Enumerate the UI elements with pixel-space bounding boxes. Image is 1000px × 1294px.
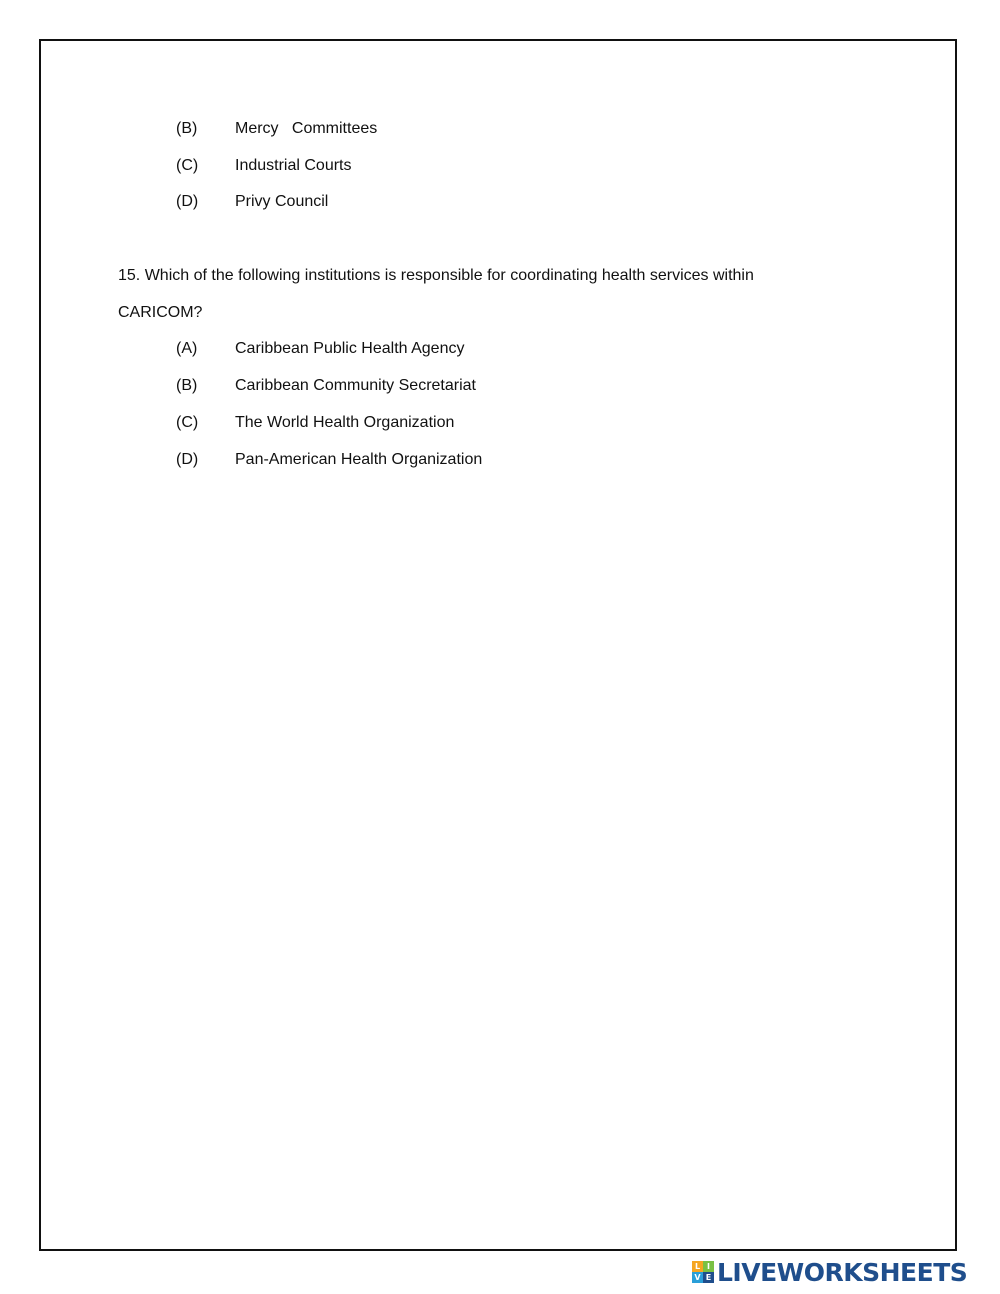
liveworksheets-logo-icon bbox=[692, 1261, 714, 1283]
q15-option-text-a: Caribbean Public Health Agency bbox=[235, 340, 465, 357]
liveworksheets-brand[interactable] bbox=[692, 1258, 967, 1286]
option-letter-c: (C) bbox=[176, 157, 199, 174]
brand-text: LIVEWORKSHEETS bbox=[717, 1257, 968, 1287]
logo-cell-i: I bbox=[703, 1261, 714, 1272]
option-letter-b: (B) bbox=[176, 120, 198, 137]
logo-cell-e: E bbox=[703, 1272, 714, 1283]
logo-cell-l: L bbox=[692, 1261, 703, 1272]
page-frame bbox=[39, 39, 957, 1251]
option-letter-d: (D) bbox=[176, 193, 199, 210]
option-text-b: Mercy Committees bbox=[235, 120, 378, 137]
question-15-text-line1: 15. Which of the following institutions is responsible for coordinating health services within bbox=[118, 267, 754, 284]
option-text-d: Privy Council bbox=[235, 193, 329, 210]
question-15-text-line2: CARICOM? bbox=[118, 304, 203, 321]
q15-option-letter-d: (D) bbox=[176, 451, 199, 468]
q15-option-text-d: Pan-American Health Organization bbox=[235, 451, 483, 468]
logo-cell-v: V bbox=[692, 1272, 703, 1283]
q15-option-letter-b: (B) bbox=[176, 377, 198, 394]
q15-option-letter-c: (C) bbox=[176, 414, 199, 431]
q15-option-text-c: The World Health Organization bbox=[235, 414, 455, 431]
option-text-c: Industrial Courts bbox=[235, 157, 352, 174]
q15-option-text-b: Caribbean Community Secretariat bbox=[235, 377, 476, 394]
q15-option-letter-a: (A) bbox=[176, 340, 198, 357]
